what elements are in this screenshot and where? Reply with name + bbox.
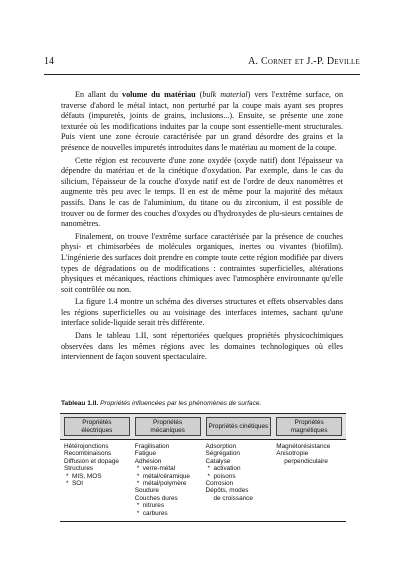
table-cell: Dépôts, modes — [205, 487, 249, 495]
table-cell: * poisons — [206, 473, 272, 480]
table-cell: Structures — [64, 465, 94, 473]
running-authors: A. Cornet et J.-P. Deville — [248, 56, 360, 67]
table-cell: Corrosion — [205, 480, 234, 488]
table-cell: Fragilisation — [134, 443, 170, 450]
table-cell: perpendiculaire — [284, 457, 328, 465]
bold-term: volume du matériau — [122, 90, 196, 99]
table-cell: * verre-métal — [135, 465, 201, 472]
table-column — [135, 443, 201, 517]
table-header-row — [60, 413, 346, 440]
table-body — [60, 440, 346, 522]
table-caption — [61, 399, 351, 408]
table-cell: Recombinaisons — [64, 450, 112, 458]
table-column — [276, 443, 342, 517]
table-cell: * SOI — [64, 480, 130, 487]
table-header-cell: Propriétés électriques — [64, 417, 130, 436]
table-cell: * activation — [206, 465, 272, 472]
table-cell: * métal/polymère — [135, 480, 201, 487]
table-caption-label: Tableau 1.II. — [61, 400, 99, 407]
page-number: 14 — [44, 56, 54, 67]
table-cell: Ségrégation — [205, 450, 240, 458]
table-cell: * nitrures — [135, 502, 201, 509]
table-header-cell: Propriétés magnétiques — [276, 417, 342, 436]
table-cell: Magnétorésistance — [276, 443, 331, 450]
paragraph-1: En allant du volume du matériau (bulk material) vers l'extrême surface, on traverse d'abord le métal intact, non perturbé par la coupe mais ayant ses propres défauts (impuretés, joints de grains, inclusions...). Ensuite, se présente une zone texturée où les modifications induites par la coupe sont essentielle-ment structurales. Puis vient une zone écrouie caractérisée par un grand désordre des grains et la présence de nouvelles impuretés introduites dans le matériau au moment de la coupe. — [61, 90, 344, 152]
paragraph-2: Cette région est recouverte d'une zone oxydée (oxyde natif) dont l'épaisseur va dépendre du matériau et de la cinétique d'oxydation. Par exemple, dans le cas du silicium, l'épaisseur de la couche d'oxyde natif est de l'ordre de deux nanomètres et augmente très peu avec le temps. Il en est de même pour la majorité des métaux passifs. Dans le cas de l'aluminium, du titane ou du zirconium, il est possible de trouver ou de former des couches d'oxydes ou d'hydroxydes de plu-sieurs centaines de nanomètres. — [61, 155, 343, 229]
paragraph-4: La figure 1.4 montre un schéma des diverses structures et effets observables dans les régions superficielles ou au voisinage des interfaces internes, sachant qu'une interface solide-liquide serait très différente. — [61, 297, 343, 328]
table-cell: * carbures — [135, 510, 201, 517]
running-header — [44, 56, 360, 68]
paragraph-3: Finalement, on trouve l'extrême surface caractérisée par la présence de couches physi- et chimisorbées de molécules organiques, inertes ou vivantes (biofilm). L'ingénierie des surfaces doit prendre en compte toute cette région modifiée par divers types de dégradations ou de modifications : contraintes superficielles, altérations physiques et mécaniques, réactions chimiques avec l'atmosphère environnante qu'elle soit contrôlée ou non. — [61, 231, 343, 294]
table-cell: Adsorption — [205, 443, 237, 450]
paragraph-5: Dans le tableau 1.II, sont répertoriées quelques propriétés physicochimiques observées dans les mêmes régions avec les domaines technologiques où elles interviennent de façon souvent spectaculaire. — [61, 331, 343, 362]
table-cell: Fatigue — [134, 450, 157, 458]
table-cell: Catalyse — [205, 457, 231, 465]
table-cell: Anisotropie — [276, 450, 309, 458]
table-cell: * métal/céramique — [135, 473, 201, 480]
table-cell: Hétérojonctions — [64, 443, 109, 450]
table-caption-text: Propriétés influencées par les phénomènes de surface. — [100, 400, 262, 407]
italic-term: bulk material — [202, 90, 248, 99]
properties-table — [60, 413, 346, 522]
table-column — [64, 443, 130, 517]
table-column — [206, 443, 272, 517]
table-cell: Soudure — [134, 487, 159, 495]
table-cell: de croissance — [213, 494, 253, 502]
table-header-cell: Propriétés mécaniques — [135, 417, 201, 436]
header-rule — [44, 74, 360, 75]
table-cell: Couches dures — [134, 494, 178, 502]
table-header-cell: Propriétés cinétiques — [206, 417, 272, 436]
table-cell: Diffusion et dopage — [64, 457, 119, 465]
body-text — [61, 90, 343, 365]
table-cell: Adhésion — [134, 457, 162, 465]
table-cell: * MIS, MOS — [64, 473, 130, 480]
